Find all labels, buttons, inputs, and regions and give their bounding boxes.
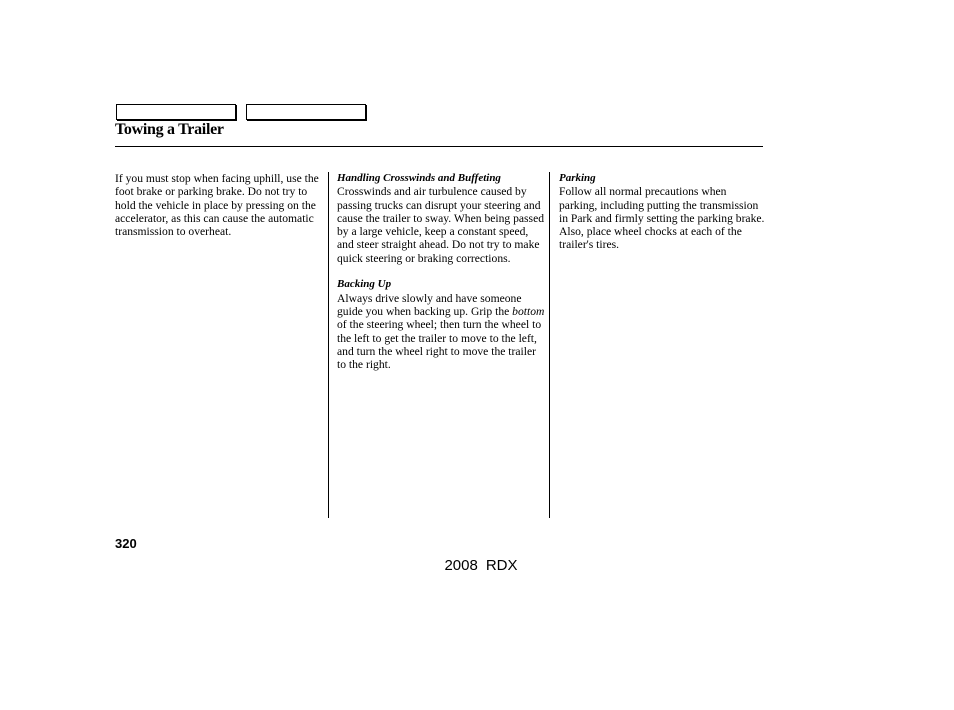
backing-up-heading: Backing Up — [337, 278, 392, 291]
page-title: Towing a Trailer — [115, 121, 224, 138]
page-number: 320 — [115, 536, 137, 551]
column-divider-2 — [549, 172, 550, 518]
footer-model — [0, 557, 954, 574]
title-divider — [115, 146, 763, 147]
previous-page-button[interactable] — [116, 104, 236, 120]
column-divider-1 — [328, 172, 329, 518]
crosswinds-heading: Handling Crosswinds and Buffeting — [337, 172, 501, 184]
uphill-stop-text: If you must stop when facing uphill, use the foot brake or parking brake. Do not try to hold the vehicle in place by pressing on the accelerator, as this can cause the automatic transmission to overheat. — [115, 172, 319, 239]
footer-year: 2008 — [444, 557, 478, 574]
parking-heading: Parking — [559, 172, 596, 184]
footer-model-name: RDX — [485, 557, 518, 574]
column-uphill-stop — [115, 172, 320, 238]
column-parking — [559, 172, 765, 252]
bottom-emphasis: bottom — [512, 304, 545, 318]
parking-text: Follow all normal precautions when parking, including putting the transmission in Park and firmly setting the parking brake. Also, place wheel chocks at each of the trailer's tires. — [559, 185, 765, 252]
next-page-button[interactable] — [246, 104, 366, 120]
backing-up-text: Always drive slowly and have someone guide you when backing up. Grip the bottom of the steering wheel; then turn the wheel to the left to get the trailer to move to the left, and turn the wheel right to move the trailer to the right. — [337, 291, 545, 372]
crosswinds-text: Crosswinds and air turbulence caused by passing trucks can disrupt your steering and cause the trailer to sway. When being passed by a large vehicle, keep a constant speed, and steer straight ahead. Do not try to make quick steering or braking corrections. — [337, 185, 545, 265]
column-crosswinds-backing — [337, 172, 545, 371]
